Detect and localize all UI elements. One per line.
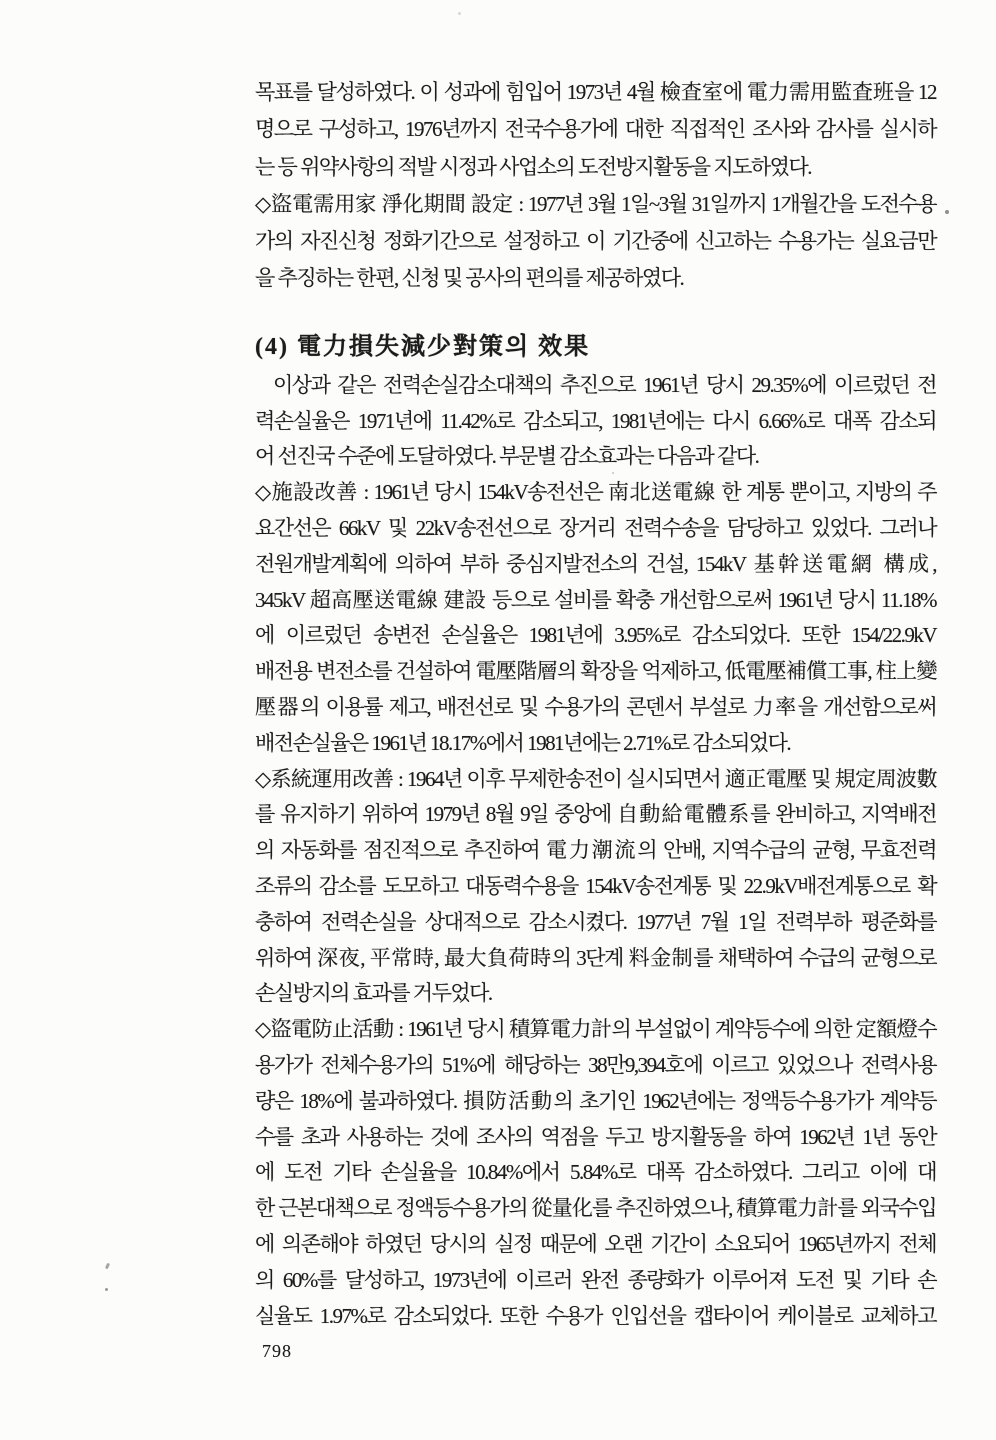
scan-speck [945,210,949,214]
text-line: 의 자동화를 점진적으로 추진하여 電力潮流의 안배, 지역수급의 균형, 무효전력 [255,838,936,863]
text-line: 전원개발계획에 의하여 부하 중심지발전소의 건설, 154kV 基幹送電網 構成, [255,551,936,576]
text-line: 어 선진국 수준에 도달하였다. 부문별 감소효과는 다음과 같다. [255,444,759,469]
text-line: 에 이르렀던 송변전 손실율은 1981년에 3.95%로 감소되었다. 또한 154/22.9kV [255,623,936,648]
text-line: 에 도전 기타 손실율을 10.84%에서 5.84%로 대폭 감소하였다. 그리고 이에 대 [255,1160,936,1185]
text-line: 를 유지하기 위하여 1979년 8월 9일 중앙에 自動給電體系를 완비하고, 지역배전 [255,802,936,827]
text-line: 위하여 深夜, 平常時, 最大負荷時의 3단계 料金制를 채택하여 수급의 균형으로 [255,945,936,970]
text-line: 용가가 전체수용가의 51%에 해당하는 38만9,394호에 이르고 있었으나 전력사용 [255,1052,936,1077]
text-line: 력손실율은 1971년에 11.42%로 감소되고, 1981년에는 다시 6.66%로 대폭 감소되 [255,408,936,433]
text-line: ◇盜電防止活動 : 1961년 당시 積算電力計의 부설없이 계약등수에 의한 定額燈수 [255,1017,936,1042]
text-line: 이상과 같은 전력손실감소대책의 추진으로 1961년 당시 29.35%에 이르렀던 전 [273,372,936,397]
text-line: 壓器의 이용률 제고, 배전선로 및 수용가의 콘덴서 부설로 力率을 개선함으로써 [255,694,936,719]
text-line: 량은 18%에 불과하였다. 損防活動의 초기인 1962년에는 정액등수용가가 계약등 [255,1088,936,1113]
paragraph [255,74,936,186]
text-line: 충하여 전력손실을 상대적으로 감소시켰다. 1977년 7월 1일 전력부하 평준화를 [255,909,936,934]
text-line: 을 추징하는 한편, 신청 및 공사의 편의를 제공하였다. [255,266,684,291]
scan-speck [105,1263,110,1270]
text-line: 실율도 1.97%로 감소되었다. 또한 수용가 인입선을 캡타이어 케이블로 교체하고 [255,1303,936,1328]
section-heading: (4) 電力損失減少對策의 效果 [255,333,591,360]
text-line: 명으로 구성하고, 1976년까지 전국수용가에 대한 직접적인 조사와 감사를 실시하 [255,117,936,142]
text-line: 수를 초과 사용하는 것에 조사의 역점을 두고 방지활동을 하여 1962년 1년 동안 [255,1124,936,1149]
paragraph [255,762,936,1013]
text-line: 의 60%를 달성하고, 1973년에 이르러 완전 종량화가 이루어져 도전 및 기타 손 [255,1267,936,1292]
text-line: ◇系統運用改善 : 1964년 이후 무제한송전이 실시되면서 適正電壓 및 規定周波數 [255,766,936,791]
text-line: 가의 자진신청 정화기간으로 설정하고 이 기간중에 신고하는 수용가는 실요금만 [255,229,936,254]
text-line: 한 근본대책으로 정액등수용가의 從量化를 추진하였으나, 積算電力計를 외국수입 [255,1196,936,1221]
text-line: 345kV 超高壓送電線 建設 등으로 설비를 확충 개선함으로써 1961년 당시 11.18% [255,587,936,612]
scan-speck [458,12,461,15]
text-line: 손실방지의 효과를 거두었다. [255,981,492,1006]
text-line: 에 의존해야 하였던 당시의 실정 때문에 오랜 기간이 소요되어 1965년까지 전체 [255,1231,936,1256]
text-line: 조류의 감소를 도모하고 대동력수용을 154kV송전계통 및 22.9kV배전계통으로 확 [255,873,936,898]
text-line: 는 등 위약사항의 적발 시정과 사업소의 도전방지활동을 지도하였다. [255,154,812,179]
paragraph [255,368,936,475]
text-line: 요간선은 66kV 및 22kV송전선으로 장거리 전력수송을 담당하고 있었다. 그러나 [255,515,936,540]
page-number: 798 [262,1341,292,1361]
text-line: ◇施設改善 : 1961년 당시 154kV송전선은 南北送電線 한 계통 뿐이고, 지방의 주 [255,480,936,505]
text-line: ◇盜電需用家 淨化期間 設定 : 1977년 3월 1일~3월 31일까지 1개월간을 도전수용 [255,191,936,216]
text-line: 목표를 달성하였다. 이 성과에 힘입어 1973년 4월 檢査室에 電力需用監査班을 12 [255,80,936,104]
text-line: 배전용 변전소를 건설하여 電壓階層의 확장을 억제하고, 低電壓補償工事, 柱上變 [255,659,936,684]
paragraph [255,186,936,298]
paragraph [255,1012,936,1334]
scan-speck [105,1288,108,1291]
text-column [255,74,936,1334]
paragraph [255,475,936,761]
text-line: 배전손실율은 1961년 18.17%에서 1981년에는 2.71%로 감소되었다. [255,730,791,755]
